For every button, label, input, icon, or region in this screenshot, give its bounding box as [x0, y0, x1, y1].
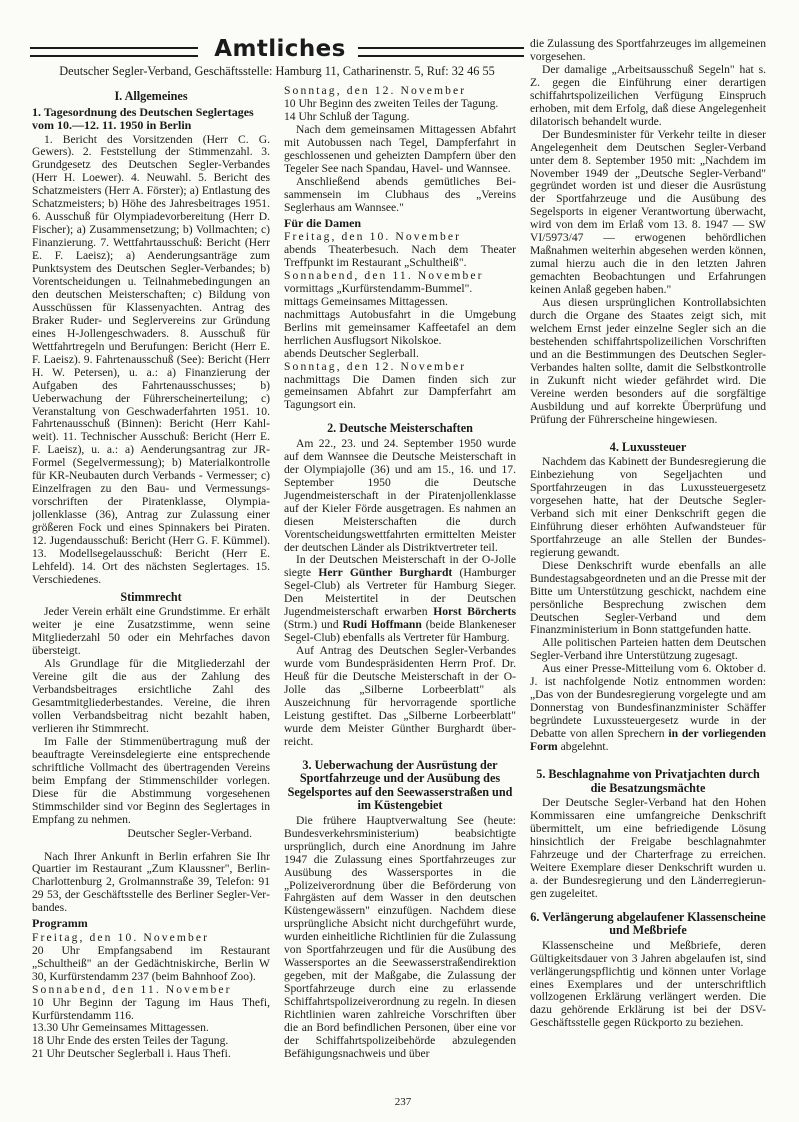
paragraph: Nachdem das Kabinett der Bundesregierung die Einbeziehung von Segeljachten und Sportfahrzeugen in das Luxussteuergesetz vorgesehen hatte, hat der Deutsche Segler-Verband sich mit einer Denkschrift gegen die Einführung dieser erhöhten Aufwandsteuer für Sportfahrzeuge an alle Stellen der Bundesregierung gewandt. [530, 455, 766, 559]
schedule-item: nachmittags Autobusfahrt in die Umgebung Berlins mit gemeinsamer Kaffeetafel an dem herrlichen Ausflugsort Nikolskoe. [284, 307, 516, 347]
meisterschaften-heading: 2. Deutsche Meisterschaften [327, 421, 473, 436]
schedule-item: 13.30 Uhr Gemeinsames Mittagessen. [32, 1021, 209, 1035]
luxussteuer-heading: 4. Luxussteuer [609, 439, 687, 454]
schedule-item: 14 Uhr Schluß der Tagung. [284, 109, 410, 123]
paragraph: Im Falle der Stimmenübertragung muß der beauftragte Vereinsdelegierte eine entsprechende schriftliche Vollmacht des übertragenden Vereins beim Empfang der Stimmenschilder vorlegen. Diese für die Abstimmung vorgesehenen Stimmschilder sind vor Beginn des Seglertages in Empfang zu nehmen. [32, 734, 270, 826]
paragraph: Diese Denkschrift wurde ebenfalls an alle Bundestagsabgeordneten und an die Presse mit der Bitte um Unterstützung geschickt, nachdem eine persönliche Besprechung zwischen dem Deutschen Segler-Verband und dem Finanzministerium in Bonn stattgefunden hatte. [530, 558, 766, 637]
page-title: Amtliches [214, 36, 346, 62]
day-heading: Sonnabend, den 11. November [32, 982, 232, 996]
column-2 [284, 85, 516, 1097]
masthead [30, 38, 524, 64]
agenda-text: 1. Bericht des Vorsitzenden (Herr C. G. Gewers). 2. Feststellung der Stimmenzahl. 3. Grundgesetz des Deutschen Segler-Verbandes (Herr H. Loewer). 4. Neuwahl. 5. Bericht des Schatzmeisters (Herr A. Förster); a) Entlastung des Schatzmeisters; b) Höhe des Jahresbeitrages 1951. 6. Ausschuß für Olympiadevorbereitung (Herr D. Fischer); a) Zusammensetzung; b) Vollmachten; c) Finanzierung. 7. Wettfahrtausschuß: Bericht (Herr E. F. Laeisz); a) Aenderungsanträge zum Punktsystem des Deutschen Segler-Verbandes; b) Vorentscheidungen u. Teilnahmebedingungen an den deutschen Meisterschaften; c) Bildung von Ausschüssen für Klassenyachten. Antrag des Braker Ruder- und Seglervereins zur Gründung eines H-Jollengeschwaders. 8. Ausschuß für Wettfahrtregeln und Berufungen: Bericht (Herr E. F. Laeisz). 9. Fahrtenausschuß (See): Bericht (Herr H. W. Petersen), u. a.: a) Finanzierung der Aufgaben des Fahrtenausschusses; b) Ueberwachung der Führerscheinerteilung; c) Veranstaltung von Geschwaderfahrten 1951. 10. Fahrtenausschuß (Binnen): Bericht (Herr Kahlweit). 11. Technischer Ausschuß: Bericht (Herr E. F. Laeisz), u. a.: a) Aenderungsantrag zur JR-Formel (Segelvermessung); b) Materialkontrolle für KR-Neubauten durch Verbands - Vermesser; c) Einzelfragen zu den Bau- und Vermessungsvorschriften der Piratenklasse, Olympiajollenklasse (36), Antrag zur Zulassung einer größeren Fock und eines Spinnakers bei Piraten. 12. Jugendausschuß: Bericht (Herr G. F. Kümmel). 13. Modellsegelausschuß: Bericht (Herr E. Lehfeld). 14. Ort des nächsten Seglertages. 15. Verschiedenes. [32, 132, 270, 586]
schedule-item: 21 Uhr Deutscher Seglerball i. Haus Thefi. [32, 1047, 231, 1061]
paragraph: Auf Antrag des Deutschen Segler-Verbandes wurde vom Bundespräsidenten Herrn Prof. Dr. Heuß für die Deutsche Meisterschaft in der O-Jolle das „Silberne Lorbeerblatt" als Auszeichnung für hervorragende sportliche Leistung gestiftet. Das „Silberne Lorbeerblatt" wurde dem Meister Günther Burghardt überreicht. [284, 644, 516, 748]
signature: Deutscher Segler-Verband. [127, 826, 252, 840]
masthead-subtitle: Deutscher Segler-Verband, Geschäftsstelle: Hamburg 11, Catharinenstr. 5, Ruf: 32 46 55 [59, 64, 495, 78]
paragraph: Nach Ihrer Ankunft in Berlin erfahren Sie Ihr Quartier im Restaurant „Zum Klaussner", Berlin-Charlottenburg 2, Grolmannstraße 39, Telefon: 91 29 53, der Geschäftsstelle des Berliner Segler-Verbandes. [32, 849, 270, 915]
paragraph: Klassenscheine und Meßbriefe, deren Gültigkeitsdauer von 3 Jahren abgelaufen ist, sind verlängerungspflichtig und können unter Vorlage eines Exemplares und der unterschriftlich vollzogenen Erklärung verlängert werden. Die dazu gehörende Erklärung ist bei der DSV-Geschäftsstelle gegen Rückporto zu beziehen. [530, 938, 766, 1030]
schedule-item: abends Deutscher Seglerball. [284, 346, 419, 360]
programm-heading: Programm [32, 916, 88, 931]
verlaengerung-heading: 6. Verlängerung abgelaufener Klassenscheine und Meßbriefe [530, 909, 766, 938]
paragraph: In der Deutschen Meisterschaft in der O-Jolle siegte Herr Günther Burghardt (Hamburger Segel-Club) als Vertreter für Hamburg Sieger. Den Meistertitel in der Deutschen Jugendmeisterschaft erwarben Horst Börcherts (Strm.) und Rudi Hoffmann (beide Blankeneser Segel-Club) ebenfalls als Vertreter für Hamburg. [284, 553, 516, 645]
schedule-item: abends Theaterbesuch. Nach dem Theater Treffpunkt im Restaurant „Schultheiß". [284, 242, 516, 269]
paragraph: Der Bundesminister für Verkehr teilte in dieser Angelegenheit dem Deutschen Segler-Verband unter dem 8. September 1950 mit: „Nachdem im November 1949 der „Deutsche Segler-Verband" gegründet worden ist und dieser die Ausrüstung der Sportfahrzeuge und die Ausübung des Segelsports in eigener Verantwortung überwacht, wird von dem im Erlaß vom 13. 8. 1947 — SW VI/5973/47 — erwogenen behördlichen Maßnahmen weiterhin abgesehen werden können, zumal hierzu auch die in den letzten Jahren gemachten Beobachtungen und Erfahrungen keinen Anlaß gegeben haben." [530, 127, 766, 297]
day-heading: Sonnabend, den 11. November [284, 268, 484, 282]
day-heading: Sonntag, den 12. November [284, 359, 467, 373]
paragraph: Der damalige „Arbeitsausschuß Segeln" hat s. Z. gegen die Einführung einer derartigen schiffahrtspolizeilichen Verfügung Einspruch erhoben, mit dem Erfolg, daß diese Angelegenheit dilatorisch behandelt wurde. [530, 62, 766, 128]
schedule-item: vormittags „Kurfürstendamm-Bummel". [284, 281, 473, 295]
page-number: 237 [394, 1096, 412, 1108]
schedule-item: 10 Uhr Beginn des zweiten Teiles der Tagung. [284, 96, 499, 110]
schedule-item: 20 Uhr Empfangsabend im Restaurant „Schultheiß" an der Gedächtniskirche, Berlin W 30, Kurfürstendamm 237 (beim Bahnhoof Zoo). [32, 943, 270, 983]
stimmrecht-heading: Stimmrecht [120, 589, 182, 604]
schedule-item: 10 Uhr Beginn der Tagung im Haus Thefi, Kurfürstendamm 116. [32, 995, 270, 1022]
schedule-item: mittags Gemeinsames Mittagessen. [284, 294, 448, 308]
section-heading: I. Allgemeines [114, 89, 188, 103]
column-3 [530, 38, 766, 1098]
paragraph: Anschließend abends gemütliches Beisammensein im Clubhaus des „Vereins Seglerhaus am Wannsee." [284, 174, 516, 214]
paragraph: Aus einer Presse-Mitteilung vom 6. Oktober d. J. ist nachfolgende Notiz entnommen worden: „Das von der Bundesregierung vorgelegte und am Donnerstag von Bundesfinanzminister Schäffer begründete Luxussteuergesetz wurde in der Debatte von allen Sprechern in der vorliegenden Form abgelehnt. [530, 662, 766, 754]
paragraph: Alle politischen Parteien hatten dem Deutschen Segler-Verband ihre Unterstützung zugesagt. [530, 636, 766, 663]
day-heading: Freitag, den 10. November [284, 230, 462, 244]
beschlagnahme-heading: 5. Beschlagnahme von Privatjachten durch die Besatzungsmächte [536, 767, 760, 795]
paragraph: Aus diesen ursprünglichen Kontrollabsichten durch die Organe des Staates zeigt sich, mit welchem Ernst jeder einzelne Segler sich an die bestehenden schiffahrtspolizeilichen Vorschriften und an die Bestimmungen des Deutschen Segler-Verbandes halten sollte, damit die Selbstkontrolle in Zukunft nicht wieder gefährdet wird. Die Vereine werden besonders auf die sorgfältige Ausbildung und auf korrekte Überprüfung und Prüfung der Führerscheine hingewiesen. [530, 296, 766, 426]
paragraph: Als Grundlage für die Mitgliederzahl der Vereine gilt die aus der Zahlung des Verbandsbeitrages ersichtliche Zahl des Gesamtmitgliederbestandes. Vereine, die ihren vollen Verbandsbeitrag nicht bezahlt haben, verlieren ihr Stimmrecht. [32, 657, 270, 735]
paragraph: Die frühere Hauptverwaltung See (heute: Bundesverkehrsministerium) beabsichtigte ursprünglich, durch eine Anordnung im Jahre 1947 die Zulassung eines Sportfahrzeuges zur Ausübung des Wassersportes in die „Polizeiverordnung über die Beförderung von Fahrgästen auf dem Wasser in den deutschen Küstengewässern" einzufügen. Nachdem diese ursprüngliche Absicht nicht durchgeführt wurde, wurden einheitliche Richtlinien für die Zulassung von Sportfahrzeugen und für die Ausübung des Wassersportes an die Seewasserstraßendirektion gegeben, mit der Maßgabe, die Zulassung der Sportfahrzeuge durch eine zu erlassende Schiffahrtspolizeiverordnung zu regeln. In diesen Richtlinien waren zahlreiche Vorschriften über die an Bord befindlichen Personen, über eine vor der Schiffahrtspolizeibehörde abzulegenden Befähigungsnachweis und über [284, 813, 516, 1060]
masthead-rule-right [358, 47, 524, 57]
column-1 [32, 86, 270, 1102]
schedule-item: 18 Uhr Ende des ersten Teiles der Tagung. [32, 1034, 229, 1048]
masthead-rule-left [30, 47, 198, 57]
ueberwachung-heading: 3. Ueberwachung der Ausrüstung der Sportfahrzeuge und der Ausübung des Segelsportes auf den Seewasserstraßen und im Küstengebiet [287, 757, 513, 813]
damen-heading: Für die Damen [284, 215, 362, 230]
paragraph: Nach dem gemeinsamen Mittagessen Abfahrt mit Autobussen nach Tegel, Dampferfahrt in geschlossenen und geheizten Dampfern über den Tegeler See nach Spandau, Havel- und Wannsee. [284, 122, 516, 175]
paragraph: Der Deutsche Segler-Verband hat den Hohen Kommissaren eine umfangreiche Denkschrift übermittelt, um eine befriedigende Lösung hinsichtlich der Freigabe beschlagnahmter Fahrzeuge und der Charterfrage zu erreichen. Weitere Exemplare dieser Denkschrift wurden u. a. der Bundesregierung und den Länderregierungen zugeleitet. [530, 796, 766, 900]
schedule-item: nachmittags Die Damen finden sich zur gemeinsamen Abfahrt zur Dampferfahrt am Tagungsort ein. [284, 372, 516, 412]
agenda-heading: 1. Tagesordnung des Deutschen Seglertages vom 10.—12. 11. 1950 in Berlin [32, 104, 254, 132]
day-heading: Freitag, den 10. November [32, 930, 210, 944]
paragraph: die Zulassung des Sportfahrzeuges im allgemeinen vorgesehen. [530, 38, 766, 63]
paragraph: Am 22., 23. und 24. September 1950 wurde auf dem Wannsee die Deutsche Meisterschaft in der Olympiajolle (36) und am 15., 16. und 17. September 1950 die Deutsche Jugendmeisterschaft in der Piratenjollenklasse auf der Kieler Förde ausgetragen. Es nahmen an diesen Meisterschaften die durch Vorentscheidungswettfahrten ermittelten Meister der deutschen Länder als Distriktvertreter teil. [284, 436, 516, 554]
paragraph: Jeder Verein erhält eine Grundstimme. Er erhält weiter je eine Zusatzstimme, wenn seine Mitgliederzahl 50 oder ein Mehrfaches davon übersteigt. [32, 605, 270, 658]
day-heading: Sonntag, den 12. November [284, 85, 467, 97]
